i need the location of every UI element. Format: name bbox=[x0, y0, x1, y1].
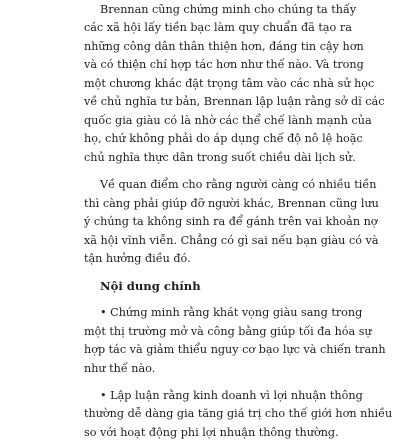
text-line: và có thiện chí hợp tác hơn như thế nào. Và trong bbox=[84, 58, 364, 71]
text-line: ý chúng ta không sinh ra để gánh trên vai khoản nợ bbox=[84, 215, 378, 228]
text-line: quốc gia giàu có là nhờ các thể chế lành mạnh của bbox=[84, 114, 372, 127]
text-line: xã hội vĩnh viễn. Chẳng có gì sai nếu bạn giàu có và bbox=[84, 234, 379, 247]
text-line: về chủ nghĩa tư bản, Brennan lập luận rằng sở dĩ các bbox=[84, 95, 385, 108]
text-line: một chương khác đặt trọng tâm vào các nhà sử học bbox=[84, 77, 375, 90]
text-line: so với hoạt động phi lợi nhuận thông thường. bbox=[84, 426, 339, 439]
text-line: một thị trường mở và công bằng giúp tối đa hóa sự bbox=[84, 325, 372, 338]
text-line: thì càng phải giúp đỡ người khác, Brennan cũng lưu bbox=[84, 197, 379, 210]
text-line: • Chứng minh rằng khát vọng giàu sang trong bbox=[100, 306, 363, 319]
section-heading: Nội dung chính bbox=[100, 279, 201, 293]
text-line: những công dân thân thiện hơn, đáng tin cậy hơn bbox=[84, 40, 364, 53]
text-line: tận hưởng điều đó. bbox=[84, 252, 191, 265]
text-line: thường dễ dàng gia tăng giá trị cho thế giới hơn nhiều bbox=[84, 407, 393, 420]
text-line: chủ nghĩa thực dân trong suốt chiều dài lịch sử. bbox=[84, 151, 356, 164]
text-line: Về quan điểm cho rằng người càng có nhiều tiền bbox=[100, 178, 377, 191]
text-line: Brennan cũng chứng minh cho chúng ta thấy bbox=[100, 3, 357, 16]
text-line: các xã hội lấy tiền bạc làm quy chuẩn đã tạo ra bbox=[84, 21, 352, 34]
text-line: như thế nào. bbox=[84, 362, 156, 375]
text-line: hợp tác và giảm thiểu nguy cơ bạo lực và chiến tranh bbox=[84, 343, 386, 356]
text-line: • Lập luận rằng kinh doanh vì lợi nhuận thông bbox=[100, 389, 363, 402]
text-line: họ, chứ không phải do áp dụng chế độ nô lệ hoặc bbox=[84, 132, 363, 145]
